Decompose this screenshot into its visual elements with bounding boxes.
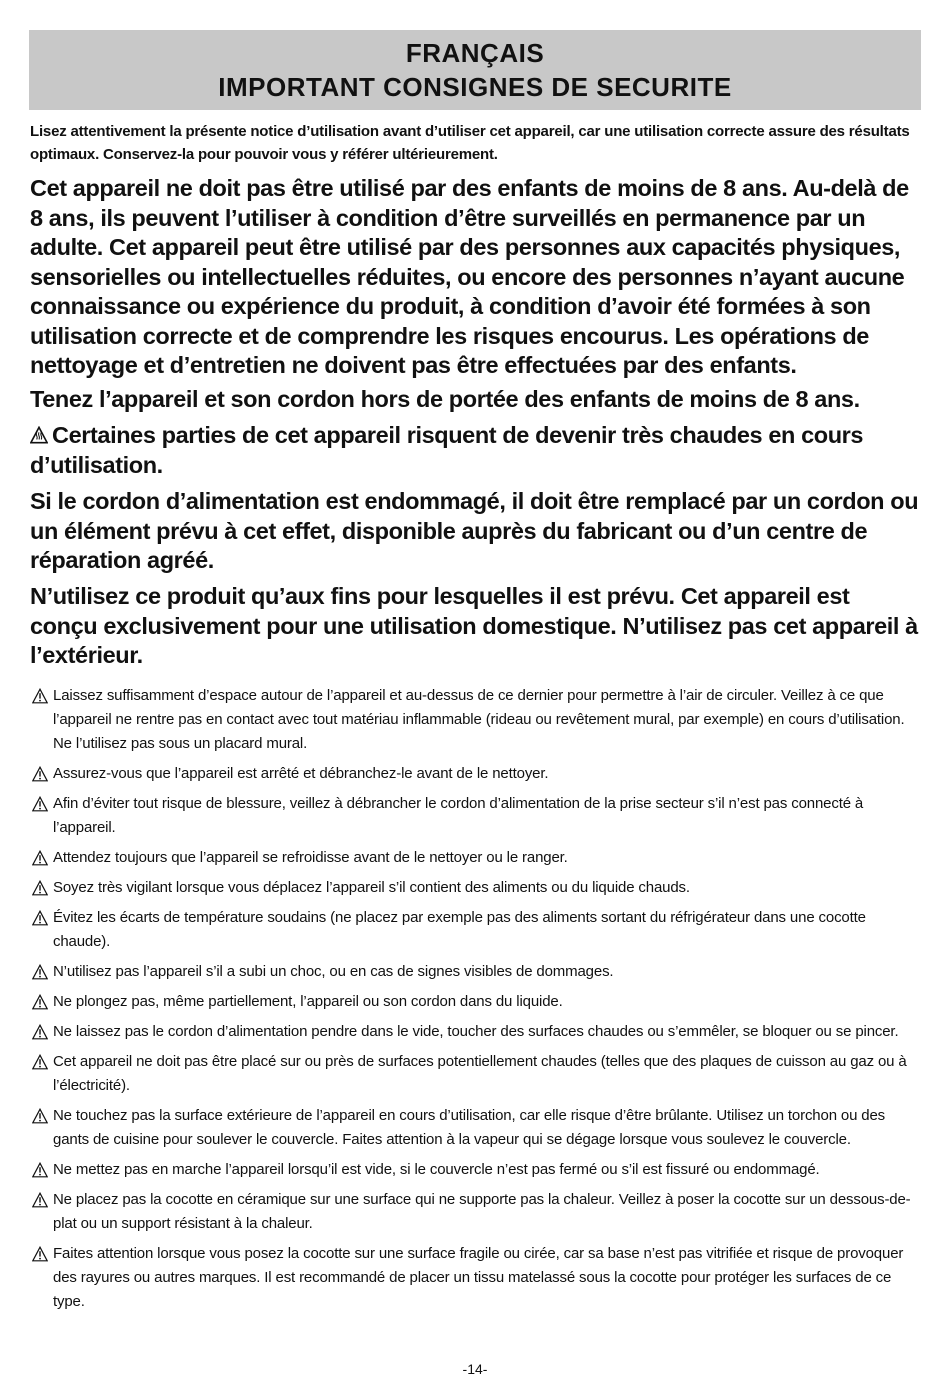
warning-text: Cet appareil ne doit pas être placé sur ou près de surfaces potentiellement chaudes (telles que des plaques de cuisson au gaz ou à l’électricité). — [53, 1053, 907, 1094]
warning-item — [32, 762, 920, 786]
warning-triangle-icon — [32, 964, 48, 980]
warning-triangle-icon — [32, 994, 48, 1010]
warning-text: Évitez les écarts de température soudains (ne placez par exemple pas des aliments sortant du réfrigérateur dans une cocotte chaude). — [53, 909, 866, 950]
language-heading: FRANÇAIS — [405, 38, 545, 68]
warning-triangle-icon — [32, 850, 48, 866]
warning-item — [32, 1020, 920, 1044]
warning-text: Laissez suffisamment d’espace autour de l’appareil et au-dessus de ce dernier pour permettre à l’air de circuler. Veillez à ce que l’appareil ne rentre pas en contact avec tout matériau inflammable (rideau ou revêtement mural, par exemple) en cours d’utilisation. Ne l’utilisez pas sous un placard mural. — [53, 687, 905, 752]
warning-text: Ne mettez pas en marche l’appareil lorsqu’il est vide, si le couvercle n’est pas fermé ou s’il est fissuré ou endommagé. — [53, 1161, 820, 1178]
warning-text: Assurez-vous que l’appareil est arrêté et débranchez-le avant de le nettoyer. — [53, 765, 549, 782]
warning-triangle-icon — [32, 1024, 48, 1040]
warning-item — [32, 1104, 920, 1152]
warning-item — [32, 1158, 920, 1182]
warning-text: Faites attention lorsque vous posez la cocotte sur une surface fragile ou cirée, car sa base n’est pas vitrifiée et risque de provoquer des rayures ou autres marques. Il est recommandé de placer un tissu matelassé sous la cocotte pour protéger les surfaces de ce type. — [53, 1245, 904, 1310]
safety-heading: IMPORTANT CONSIGNES DE SECURITE — [218, 72, 732, 102]
warning-triangle-icon — [32, 796, 48, 812]
warning-item — [32, 960, 920, 984]
cord-reach-paragraph: Tenez l’appareil et son cordon hors de portée des enfants de moins de 8 ans. — [30, 386, 860, 412]
warning-triangle-icon — [32, 1162, 48, 1178]
hot-parts-text: Certaines parties de cet appareil risquent de devenir très chaudes en cours d’utilisation. — [30, 422, 864, 478]
warning-text: Ne plongez pas, même partiellement, l’appareil ou son cordon dans du liquide. — [53, 993, 563, 1010]
intended-use-paragraph: N’utilisez ce produit qu’aux fins pour lesquelles il est prévu. Cet appareil est conçu exclusivement pour une utilisation domestique. N’utilisez pas cet appareil à l’extérieur. — [30, 583, 918, 668]
hot-surface-warning-icon — [30, 426, 48, 444]
warning-item — [32, 1050, 920, 1098]
warning-triangle-icon — [32, 1246, 48, 1262]
section-header — [29, 30, 921, 110]
warning-triangle-icon — [32, 1054, 48, 1070]
warning-triangle-icon — [32, 1108, 48, 1124]
hot-parts-paragraph — [30, 421, 920, 480]
page-number: -14- — [462, 1361, 488, 1377]
warning-text: Ne placez pas la cocotte en céramique sur une surface qui ne supporte pas la chaleur. Veillez à poser la cocotte sur un dessous-de-plat ou un support résistant à la chaleur. — [53, 1191, 911, 1232]
warning-item — [32, 1242, 920, 1314]
warning-text: Afin d’éviter tout risque de blessure, veillez à débrancher le cordon d’alimentation de la prise secteur s’il n’est pas connecté à l’appareil. — [53, 795, 864, 836]
warning-item — [32, 792, 920, 840]
warning-triangle-icon — [32, 766, 48, 782]
warning-text: Attendez toujours que l’appareil se refroidisse avant de le nettoyer ou le ranger. — [53, 849, 568, 866]
warning-triangle-icon — [32, 880, 48, 896]
warning-triangle-icon — [32, 688, 48, 704]
intro-paragraph: Lisez attentivement la présente notice d’utilisation avant d’utiliser cet appareil, car une utilisation correcte assure des résultats optimaux. Conservez-la pour pouvoir vous y référer ultérieurement. — [30, 123, 910, 163]
warning-item — [32, 684, 920, 756]
warning-text: Soyez très vigilant lorsque vous déplacez l’appareil s’il contient des aliments ou du liquide chauds. — [53, 879, 690, 896]
warning-text: Ne laissez pas le cordon d’alimentation pendre dans le vide, toucher des surfaces chaudes ou s’emmêler, se bloquer ou se pincer. — [53, 1023, 899, 1040]
warning-item — [32, 906, 920, 954]
warning-item — [32, 1188, 920, 1236]
warning-triangle-icon — [32, 910, 48, 926]
warning-text: N’utilisez pas l’appareil s’il a subi un choc, ou en cas de signes visibles de dommages. — [53, 963, 614, 980]
warning-item — [32, 990, 920, 1014]
warning-list — [32, 684, 920, 1320]
warning-triangle-icon — [32, 1192, 48, 1208]
warning-text: Ne touchez pas la surface extérieure de l’appareil en cours d’utilisation, car elle risque d’être brûlante. Utilisez un torchon ou des gants de cuisine pour soulever le couvercle. Faites attention à la vapeur qui se dégage lorsque vous soulevez le couvercle. — [53, 1107, 886, 1148]
warning-item — [32, 876, 920, 900]
children-warning-paragraph: Cet appareil ne doit pas être utilisé par des enfants de moins de 8 ans. Au-delà de 8 ans, ils peuvent l’utiliser à condition d’être surveillés en permanence par un adulte. Cet appareil peut être utilisé par des personnes aux capacités physiques, sensorielles ou intellectuelles réduites, ou encore des personnes n’ayant aucune connaissance ou expérience du produit, à condition d’avoir été formées à son utilisation correcte et de comprendre les risques encourus. Les opérations de nettoyage et d’entretien ne doivent pas être effectuées par des enfants. — [30, 175, 909, 378]
warning-item — [32, 846, 920, 870]
damaged-cord-paragraph: Si le cordon d’alimentation est endommagé, il doit être remplacé par un cordon ou un élément prévu à cet effet, disponible auprès du fabricant ou d’un centre de réparation agréé. — [30, 488, 919, 573]
